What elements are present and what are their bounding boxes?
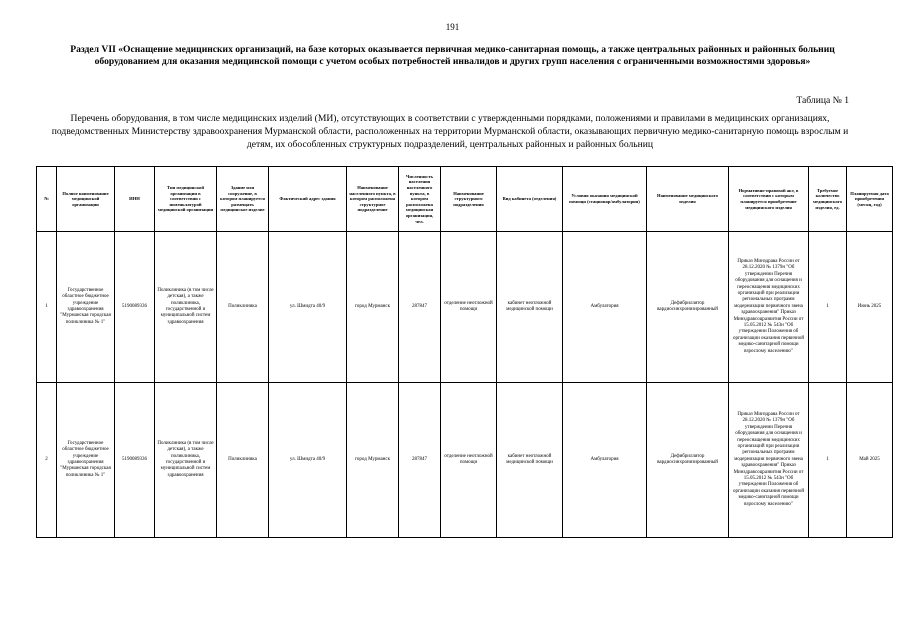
equipment-table bbox=[36, 166, 893, 538]
cell-population: 287847 bbox=[399, 232, 441, 383]
page-number: 191 bbox=[445, 22, 460, 32]
header-cabinet: Вид кабинета (отделения) bbox=[497, 167, 563, 232]
header-num: № bbox=[37, 167, 57, 232]
cell-cabinet: кабинет неотложной медицинской помощи bbox=[497, 383, 563, 538]
header-legal: Нормативно-правовой акт, в соответствии с которым планируется приобретение медицинского изделия bbox=[729, 167, 809, 232]
cell-inn: 5190089336 bbox=[115, 232, 155, 383]
cell-address: ул. Шмидта 40/9 bbox=[269, 383, 347, 538]
section-title: Раздел VII «Оснащение медицинских организаций, на базе которых оказывается первичная медико-санитарная помощь, а также центральных районных и районных больниц оборудованием для оказания медицинской помощи с учетом особых потребностей инвалидов и других групп населения с ограниченными возможностями здоровья» bbox=[70, 44, 835, 67]
table-label: Таблица № 1 bbox=[796, 95, 849, 106]
cell-device: Дефибриллятор вардиосинхронизированный bbox=[647, 232, 729, 383]
cell-building: Поликлиника bbox=[217, 383, 269, 538]
header-type: Тип медицинской организации в соответствии с номенклатурой медицинской организации bbox=[155, 167, 217, 232]
table-row bbox=[37, 383, 893, 538]
cell-conditions: Амбулатория bbox=[563, 232, 647, 383]
cell-locality: город Мурманск bbox=[347, 232, 399, 383]
header-row bbox=[37, 167, 893, 232]
header-qty: Требуемое количество медицинского изделия, ед. bbox=[809, 167, 847, 232]
header-org: Полное наименование медицинской организации bbox=[57, 167, 115, 232]
cell-qty: 1 bbox=[809, 232, 847, 383]
cell-address: ул. Шмидта 40/9 bbox=[269, 232, 347, 383]
header-address: Фактический адрес здания bbox=[269, 167, 347, 232]
cell-num: 1 bbox=[37, 232, 57, 383]
header-date: Планируемая дата приобретения (месяц, год) bbox=[847, 167, 893, 232]
cell-building: Поликлиника bbox=[217, 232, 269, 383]
cell-qty: 1 bbox=[809, 383, 847, 538]
cell-org: Государственное областное бюджетное учреждение здравоохранения "Мурманская городская поликлиника № 1" bbox=[57, 383, 115, 538]
header-building: Здание или сооружение, в котором планируется размещать медицинское изделие bbox=[217, 167, 269, 232]
cell-inn: 5190089336 bbox=[115, 383, 155, 538]
intro-paragraph: Перечень оборудования, в том числе медицинских изделий (МИ), отсутствующих в соответствии с утвержденными порядками, положениями и правилами в медицинских организациях, подведомственных Министерству здравоохранения Мурманской области, расположенных на территории Мурманской области, оказывающих первичную медико-санитарную помощь взрослым и детям, их обособленных структурных подразделений, центральных районных и районных больниц bbox=[51, 113, 849, 150]
cell-conditions: Амбулатория bbox=[563, 383, 647, 538]
cell-type: Поликлиника (в том числе детская), а также поликлиника, государственной и муниципальной систем здравоохранения bbox=[155, 232, 217, 383]
cell-legal: Приказ Минздрава России от 28.12.2020 № 1379н "Об утверждении Перечня оборудования для оснащения и переоснащения медицинских организаций при реализации региональных программ модернизации первичного звена здравоохранения" Приказ Минздравсоцразвития России от 15.05.2012 № 543н "Об утверждении Положения об организации оказания первичной медико-санитарной помощи взрослому населению" bbox=[729, 383, 809, 538]
header-locality: Наименование населенного пункта, в котором расположена структурное подразделение bbox=[347, 167, 399, 232]
header-device: Наименование медицинского изделия bbox=[647, 167, 729, 232]
cell-type: Поликлиника (в том числе детская), а также поликлиника, государственной и муниципальной систем здравоохранения bbox=[155, 383, 217, 538]
cell-device: Дефибриллятор вардиосинхронизированный bbox=[647, 383, 729, 538]
cell-unit: отделение неотложной помощи bbox=[441, 383, 497, 538]
cell-population: 287847 bbox=[399, 383, 441, 538]
header-unit: Наименование структурного подразделения bbox=[441, 167, 497, 232]
cell-legal: Приказ Минздрава России от 28.12.2020 № 1379н "Об утверждении Перечня оборудования для оснащения и переоснащения медицинских организаций при реализации региональных программ модернизации первичного звена здравоохранения" Приказ Минздравсоцразвития России от 15.05.2012 № 543н "Об утверждении Положения об организации оказания первичной медико-санитарной помощи взрослому населению" bbox=[729, 232, 809, 383]
table-row bbox=[37, 232, 893, 383]
cell-num: 2 bbox=[37, 383, 57, 538]
header-inn: ИНН bbox=[115, 167, 155, 232]
header-population: Численность населения населенного пункта, в котором расположена медицинская организация, чел. bbox=[399, 167, 441, 232]
cell-cabinet: кабинет неотложной медицинской помощи bbox=[497, 232, 563, 383]
cell-unit: отделение неотложной помощи bbox=[441, 232, 497, 383]
cell-locality: город Мурманск bbox=[347, 383, 399, 538]
header-conditions: Условия оказания медицинской помощи (стационар/амбулатория) bbox=[563, 167, 647, 232]
cell-date: Май 2025 bbox=[847, 383, 893, 538]
cell-org: Государственное областное бюджетное учреждение здравоохранения "Мурманская городская поликлиника № 1" bbox=[57, 232, 115, 383]
cell-date: Июнь 2025 bbox=[847, 232, 893, 383]
